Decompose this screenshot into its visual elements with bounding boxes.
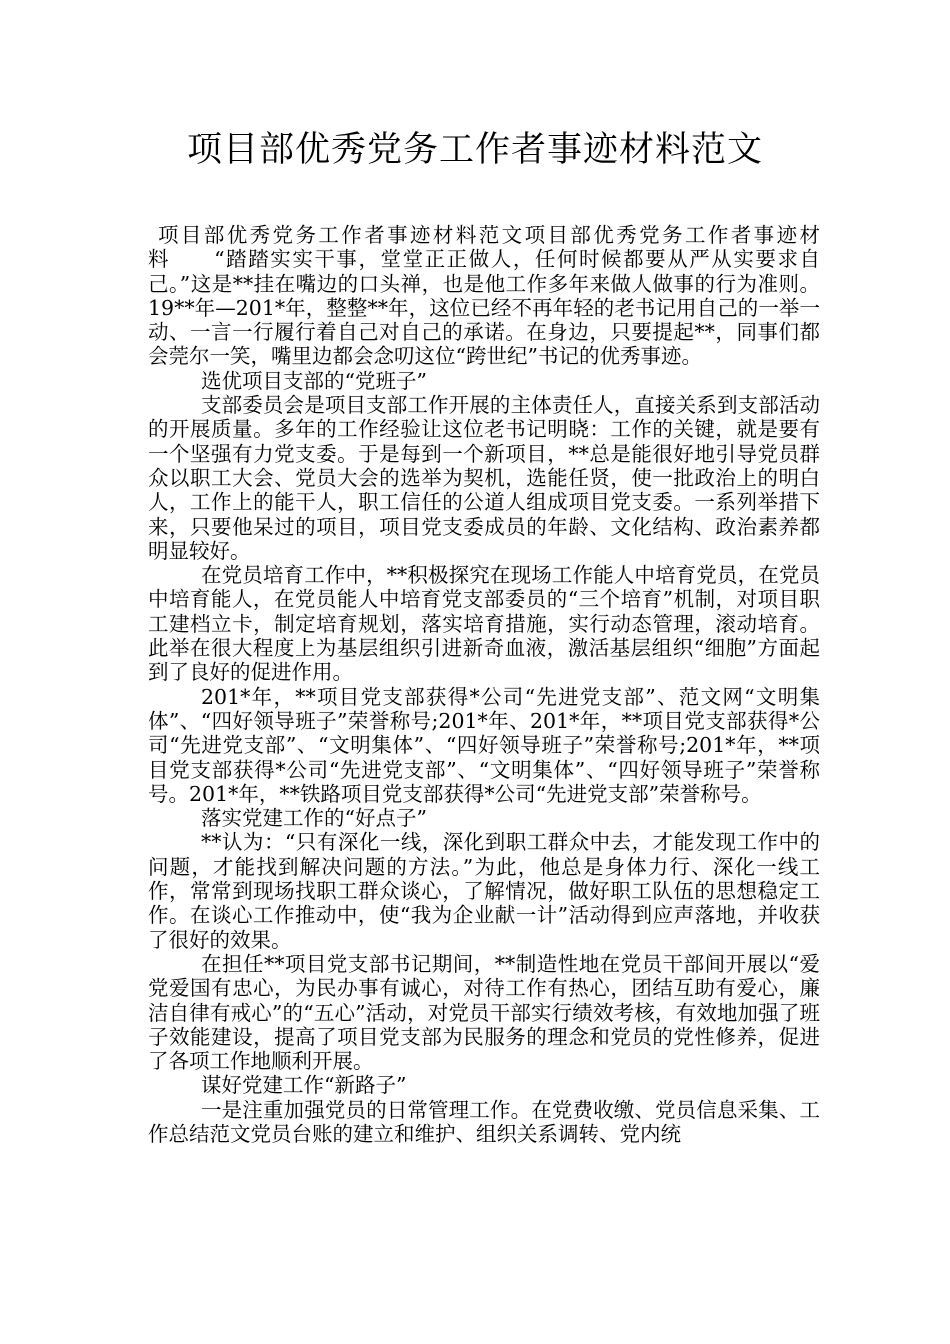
paragraph: 支部委员会是项目支部工作开展的主体责任人，直接关系到支部活动的开展质量。多年的工作经验让这位老书记明晓：工作的关键，就是要有一个坚强有力党支委。于是每到一个新项目，**总是能很好地引导党员群众以职工大会、党员大会的选举为契机，选能任贤，使一批政治上的明白人，工作上的能干人，职工信任的公道人组成项目党支委。一系列举措下来，只要他呆过的项目，项目党支委成员的年龄、文化结构、政治素养都明显较好。: [148, 393, 820, 563]
paragraph: 一是注重加强党员的日常管理工作。在党费收缴、党员信息采集、工作总结范文党员台账的建立和维护、组织关系调转、党内统: [148, 1097, 820, 1146]
paragraph-intro: 项目部优秀党务工作者事迹材料范文项目部优秀党务工作者事迹材料 “踏踏实实干事，堂堂正正做人，任何时候都要从严从实要求自己。”这是**挂在嘴边的口头禅，也是他工作多年来做人做事的行为准则。19**年—201*年，整整**年，这位已经不再年轻的老书记用自己的一举一动、一言一行履行着自己对自己的承诺。在身边，只要提起**，同事们都会莞尔一笑，嘴里边都会念叨这位“跨世纪”书记的优秀事迹。: [148, 223, 820, 369]
document-title: 项目部优秀党务工作者事迹材料范文: [186, 130, 763, 170]
document-body: [148, 223, 820, 1146]
section-heading-xin-luzi: 谋好党建工作“新路子”: [201, 1073, 407, 1098]
paragraph: 在党员培育工作中，**积极探究在现场工作能人中培育党员，在党员中培育能人，在党员能人中培育党支部委员的“三个培育”机制，对项目职工建档立卡，制定培育规划，落实培育措施，实行动态管理，滚动培育。此举在很大程度上为基层组织引进新奇血液，激活基层组织“细胞”方面起到了良好的促进作用。: [148, 563, 820, 685]
paragraph: 在担任**项目党支部书记期间，**制造性地在党员干部间开展以“爱党爱国有忠心，为民办事有诚心，对待工作有热心，团结互助有爱心，廉洁自律有戒心”的“五心”活动，对党员干部实行绩效考核，有效地加强了班子效能建设，提高了项目党支部为民服务的理念和党员的党性修养，促进了各项工作地顺利开展。: [148, 951, 820, 1074]
paragraph: 201*年，**项目党支部获得*公司“先进党支部”、范文网“文明集体”、“四好领导班子”荣誉称号;201*年、201*年，**项目党支部获得*公司“先进党支部”、“文明集体”、“四好领导班子”荣誉称号;201*年，**项目党支部获得*公司“先进党支部”、“文明集体”、“四好领导班子”荣誉称号。201*年，**铁路项目党支部获得*公司“先进党支部”荣誉称号。: [148, 684, 820, 806]
section-heading-hao-dianzi: 落实党建工作的“好点子”: [201, 806, 427, 831]
paragraph: **认为：“只有深化一线，深化到职工群众中去，才能发现工作中的问题，才能找到解决问题的方法。”为此，他总是身体力行、深化一线工作，常常到现场找职工群众谈心，了解情况，做好职工队伍的思想稳定工作。在谈心工作推动中，使“我为企业献一计”活动得到应声落地，并收获了很好的效果。: [148, 830, 820, 952]
section-heading-dang-banzi: 选优项目支部的“党班子”: [201, 368, 427, 393]
